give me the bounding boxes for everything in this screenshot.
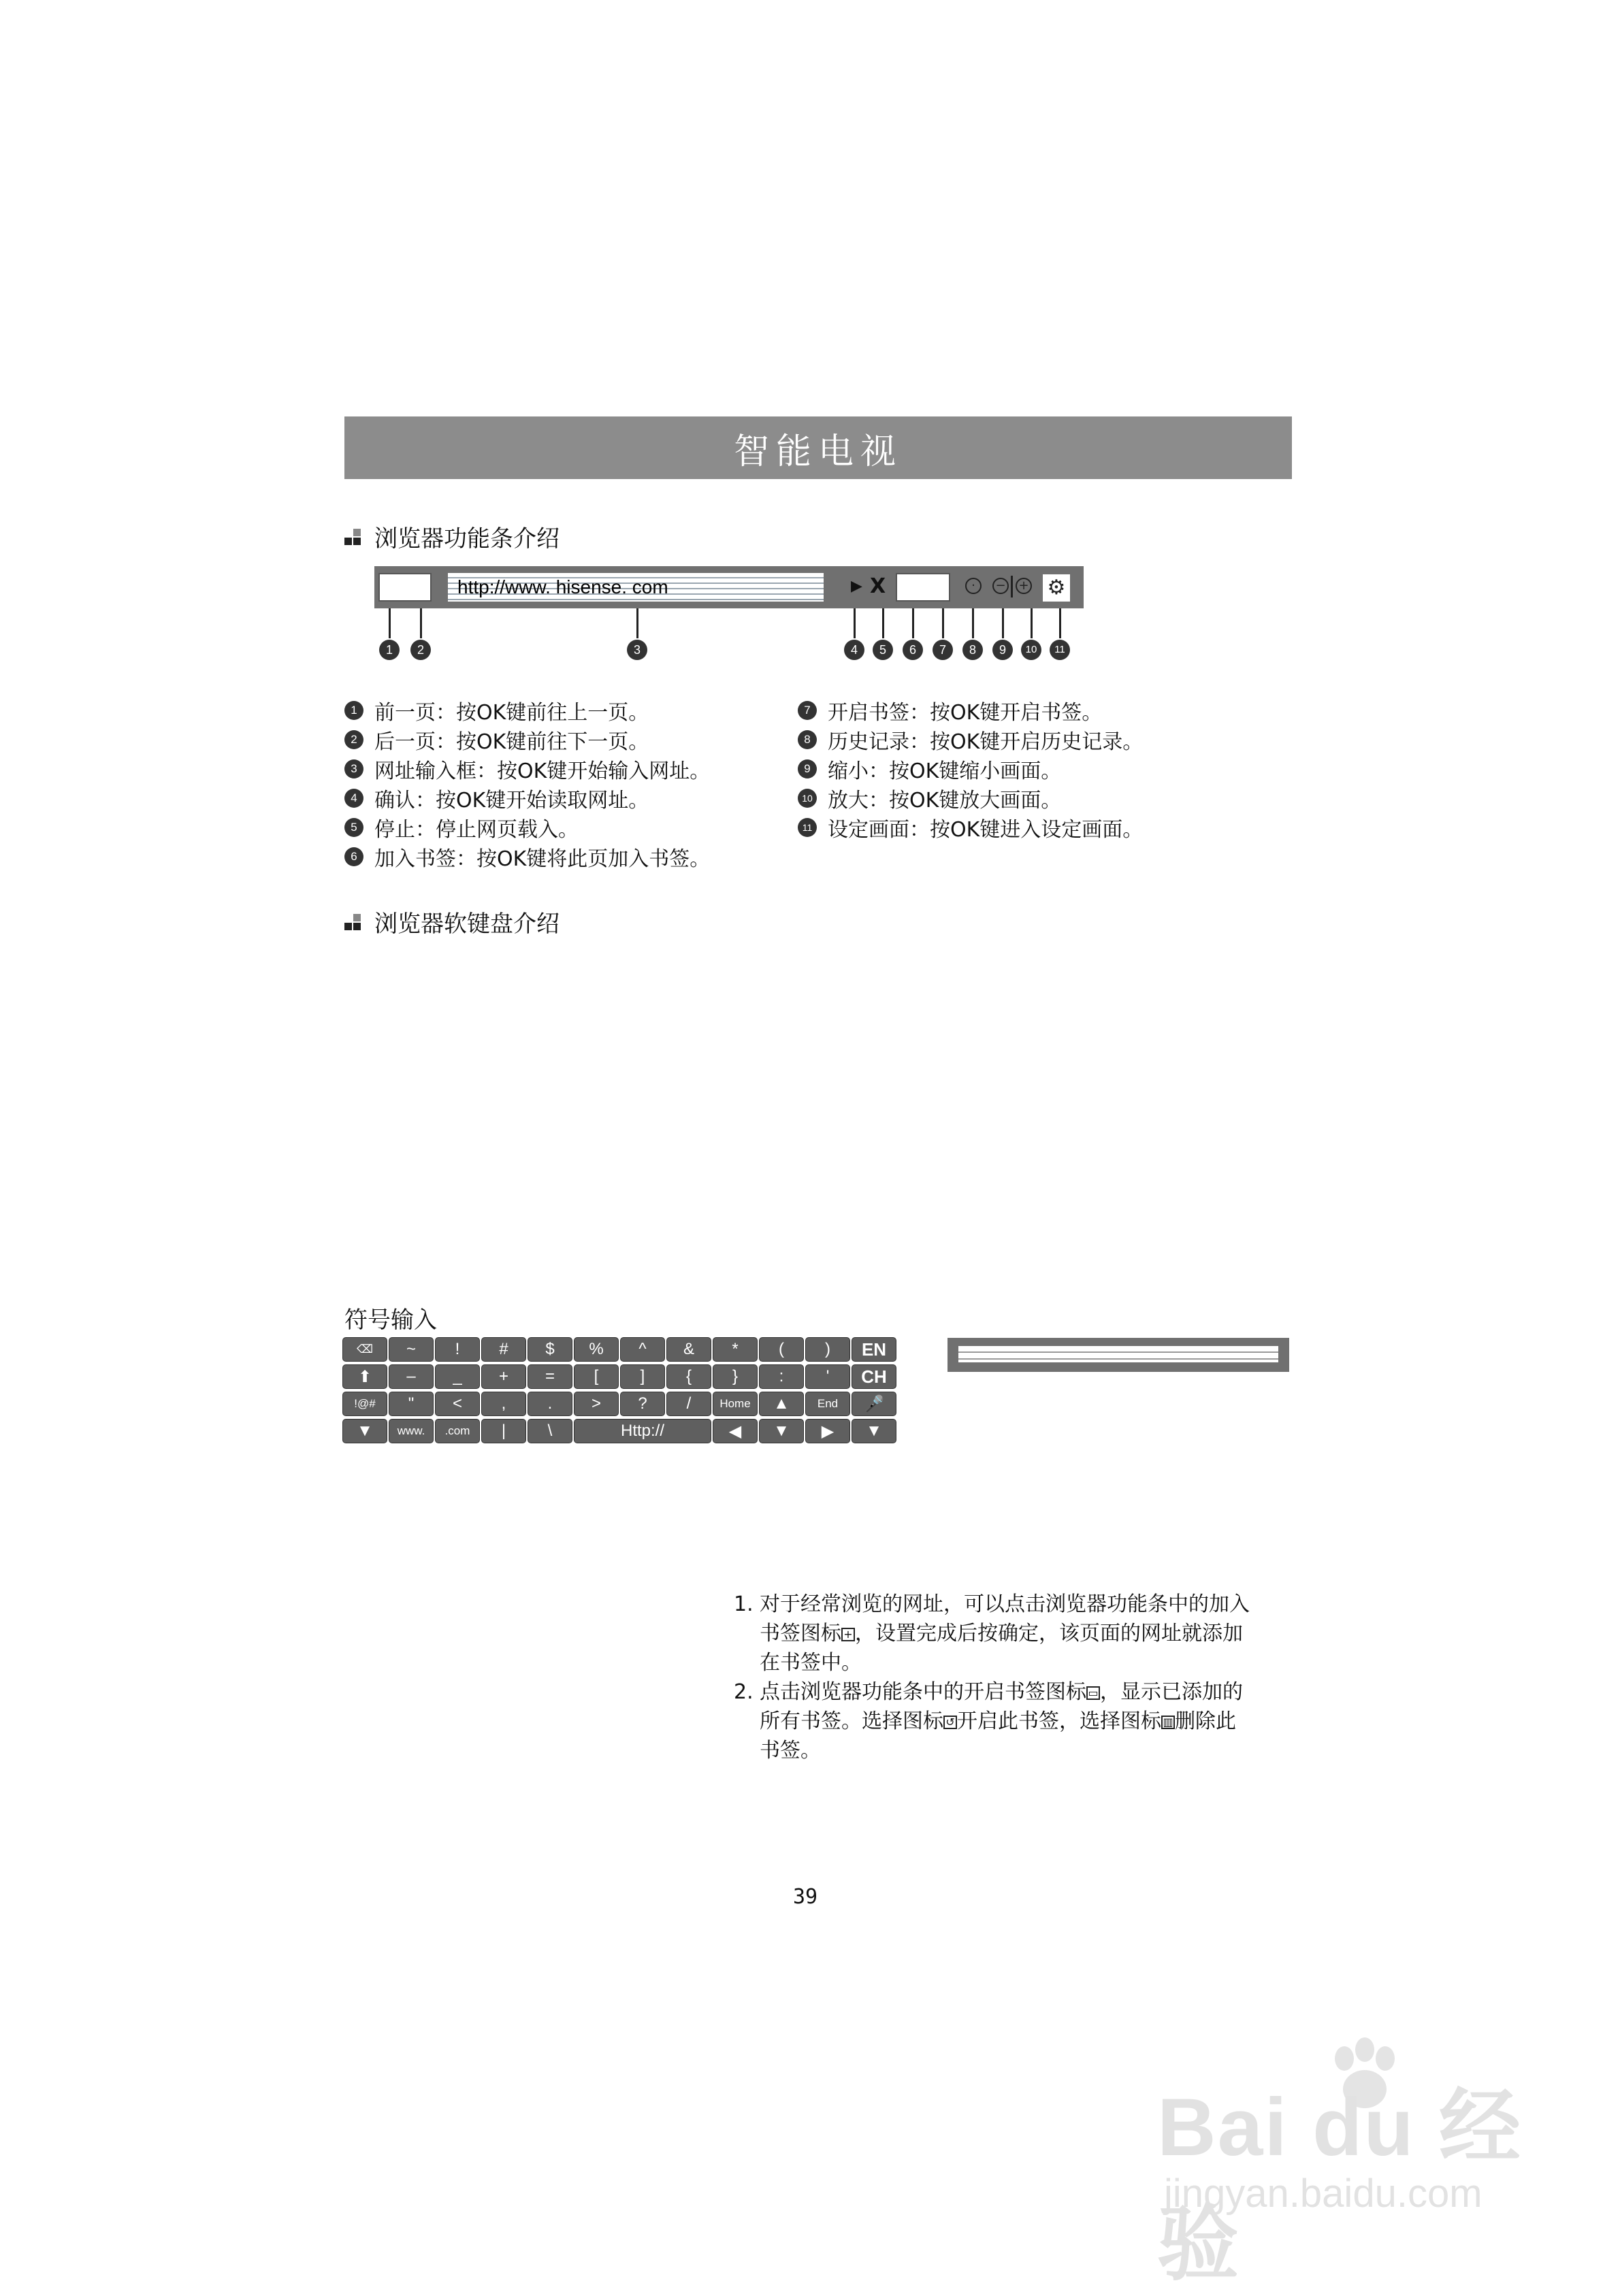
page-up-key[interactable]: ▲ bbox=[759, 1392, 804, 1416]
callout-6: 6 bbox=[903, 640, 923, 660]
http-key[interactable]: Http:// bbox=[574, 1419, 711, 1443]
watermark-brand: Bai du 经验 bbox=[1157, 2082, 1523, 2290]
key[interactable]: \ bbox=[528, 1419, 572, 1443]
leader-line bbox=[636, 608, 638, 638]
settings-icon[interactable]: ⚙ bbox=[1043, 574, 1070, 602]
callout-8: 8 bbox=[962, 640, 983, 660]
key[interactable]: & bbox=[666, 1337, 711, 1362]
collapse-key[interactable]: ▼ bbox=[342, 1419, 387, 1443]
down-arrow-key[interactable]: ▼ bbox=[759, 1419, 804, 1443]
key[interactable]: $ bbox=[528, 1337, 572, 1362]
description-list-left bbox=[344, 695, 710, 871]
baidu-watermark bbox=[1157, 2062, 1538, 2290]
description-item: 5 停止：停止网页载入。 bbox=[344, 813, 710, 842]
description-item: 1 前一页：按OK键前往上一页。 bbox=[344, 695, 710, 725]
leader-line bbox=[942, 608, 944, 638]
description-item: 2 后一页：按OK键前往下一页。 bbox=[344, 725, 710, 754]
leader-line bbox=[1031, 608, 1033, 638]
left-arrow-key[interactable]: ◀ bbox=[713, 1419, 758, 1443]
key[interactable]: ' bbox=[805, 1364, 850, 1389]
key[interactable]: ) bbox=[805, 1337, 850, 1362]
key[interactable]: ~ bbox=[389, 1337, 434, 1362]
description-item: 9 缩小：按OK键缩小画面。 bbox=[798, 754, 1143, 783]
key[interactable]: + bbox=[481, 1364, 526, 1389]
backspace-key[interactable]: ⌫ bbox=[342, 1337, 387, 1362]
banner-title: 智能电视 bbox=[733, 431, 903, 472]
soft-keyboard bbox=[342, 1337, 901, 1446]
open-bookmark-icon: ▭ bbox=[1086, 1686, 1100, 1700]
leader-line bbox=[972, 608, 974, 638]
callout-1: 1 bbox=[379, 640, 400, 660]
callout-9: 9 bbox=[992, 640, 1013, 660]
right-arrow-key[interactable]: ▶ bbox=[805, 1419, 850, 1443]
key[interactable]: ] bbox=[620, 1364, 665, 1389]
page-number: 39 bbox=[793, 1885, 818, 1909]
key[interactable]: } bbox=[713, 1364, 758, 1389]
keyboard-input-bar bbox=[947, 1338, 1289, 1372]
zoom-in-icon[interactable]: + bbox=[1016, 578, 1032, 594]
description-item: 4 确认：按OK键开始读取网址。 bbox=[344, 783, 710, 813]
key[interactable]: ( bbox=[759, 1337, 804, 1362]
add-bookmark-icon: + bbox=[841, 1628, 855, 1641]
bookmark-notes bbox=[734, 1590, 1292, 1765]
go-icon[interactable]: ▶ bbox=[851, 578, 862, 595]
end-key[interactable]: End bbox=[805, 1392, 850, 1416]
callout-2: 2 bbox=[410, 640, 431, 660]
chinese-mode-key[interactable]: CH bbox=[852, 1364, 896, 1389]
english-mode-key[interactable]: EN bbox=[852, 1337, 896, 1362]
keyboard-row bbox=[342, 1337, 901, 1362]
leader-line bbox=[1002, 608, 1004, 638]
stop-icon[interactable]: X bbox=[870, 574, 886, 598]
open-icon: ↺ bbox=[943, 1716, 957, 1729]
note-item: 1. 对于经常浏览的网址，可以点击浏览器功能条中的加入 书签图标 + ，设置完成后按确定，该页面的网址就添加 在书签中。 bbox=[734, 1592, 1250, 1675]
home-key[interactable]: Home bbox=[713, 1392, 758, 1416]
keyboard-row bbox=[342, 1392, 901, 1416]
keyboard-input-field[interactable] bbox=[958, 1346, 1278, 1362]
description-item: 3 网址输入框：按OK键开始输入网址。 bbox=[344, 754, 710, 783]
key[interactable]: ! bbox=[435, 1337, 480, 1362]
leader-line bbox=[420, 608, 422, 638]
leader-line bbox=[912, 608, 914, 638]
note-item: 2. 点击浏览器功能条中的开启书签图标 ▭，显示已添加的 所有书签。选择图标 ↺ 开启此书签，选择图标 ▥删除此 书签。 bbox=[734, 1680, 1243, 1762]
watermark-site: jingyan.baidu.com bbox=[1164, 2171, 1483, 2216]
description-item: 10 放大：按OK键放大画面。 bbox=[798, 783, 1143, 813]
bookmark-box[interactable] bbox=[896, 573, 950, 602]
trash-icon: ▥ bbox=[1161, 1716, 1175, 1729]
key[interactable]: % bbox=[574, 1337, 619, 1362]
key[interactable]: . bbox=[528, 1392, 572, 1416]
key[interactable]: < bbox=[435, 1392, 480, 1416]
history-icon[interactable]: · bbox=[965, 578, 982, 594]
callout-5: 5 bbox=[873, 640, 893, 660]
key[interactable]: = bbox=[528, 1364, 572, 1389]
leader-line bbox=[389, 608, 391, 638]
browser-toolbar bbox=[374, 566, 1084, 608]
leader-line bbox=[854, 608, 856, 638]
key[interactable]: , bbox=[481, 1392, 526, 1416]
key[interactable]: * bbox=[713, 1337, 758, 1362]
leader-line bbox=[882, 608, 884, 638]
callout-4: 4 bbox=[844, 640, 864, 660]
description-item: 8 历史记录：按OK键开启历史记录。 bbox=[798, 725, 1143, 754]
description-item: 6 加入书签：按OK键将此页加入书签。 bbox=[344, 842, 710, 871]
key[interactable]: – bbox=[389, 1364, 434, 1389]
key[interactable]: ^ bbox=[620, 1337, 665, 1362]
key[interactable]: _ bbox=[435, 1364, 480, 1389]
description-list-right bbox=[798, 695, 1143, 842]
section-heading-toolbar: 浏览器功能条介绍 bbox=[344, 520, 560, 553]
callout-7: 7 bbox=[933, 640, 953, 660]
callout-10: 10 bbox=[1021, 640, 1041, 660]
description-item: 7 开启书签：按OK键开启书签。 bbox=[798, 695, 1143, 725]
section-heading-keyboard: 浏览器软键盘介绍 bbox=[344, 905, 560, 938]
bullet-icon bbox=[344, 529, 361, 545]
key[interactable]: ? bbox=[620, 1392, 665, 1416]
key[interactable]: | bbox=[481, 1419, 526, 1443]
www-key[interactable]: www. bbox=[389, 1419, 434, 1443]
zoom-out-icon[interactable]: − bbox=[992, 578, 1009, 594]
divider bbox=[1011, 576, 1013, 597]
callout-11: 11 bbox=[1050, 640, 1070, 660]
dotcom-key[interactable]: .com bbox=[435, 1419, 480, 1443]
key[interactable]: > bbox=[574, 1392, 619, 1416]
key[interactable]: # bbox=[481, 1337, 526, 1362]
description-item: 11 设定画面：按OK键进入设定画面。 bbox=[798, 813, 1143, 842]
key[interactable]: { bbox=[666, 1364, 711, 1389]
key[interactable]: : bbox=[759, 1364, 804, 1389]
callout-3: 3 bbox=[627, 640, 647, 660]
hide-keyboard-key[interactable]: ▼ bbox=[852, 1419, 896, 1443]
keyboard-row bbox=[342, 1419, 901, 1443]
key[interactable]: " bbox=[389, 1392, 434, 1416]
symbol-toggle-key[interactable]: !@# bbox=[342, 1392, 387, 1416]
leader-line bbox=[1059, 608, 1061, 638]
key[interactable]: [ bbox=[574, 1364, 619, 1389]
page-banner bbox=[344, 416, 1292, 479]
url-input[interactable]: http://www. hisense. com bbox=[448, 573, 824, 602]
key[interactable]: / bbox=[666, 1392, 711, 1416]
shift-key[interactable]: ⬆ bbox=[342, 1364, 387, 1389]
symbol-input-label: 符号输入 bbox=[344, 1307, 437, 1334]
back-button[interactable] bbox=[378, 573, 432, 602]
keyboard-row bbox=[342, 1364, 901, 1389]
bullet-icon bbox=[344, 914, 361, 930]
microphone-icon[interactable]: 🎤 bbox=[852, 1392, 896, 1416]
